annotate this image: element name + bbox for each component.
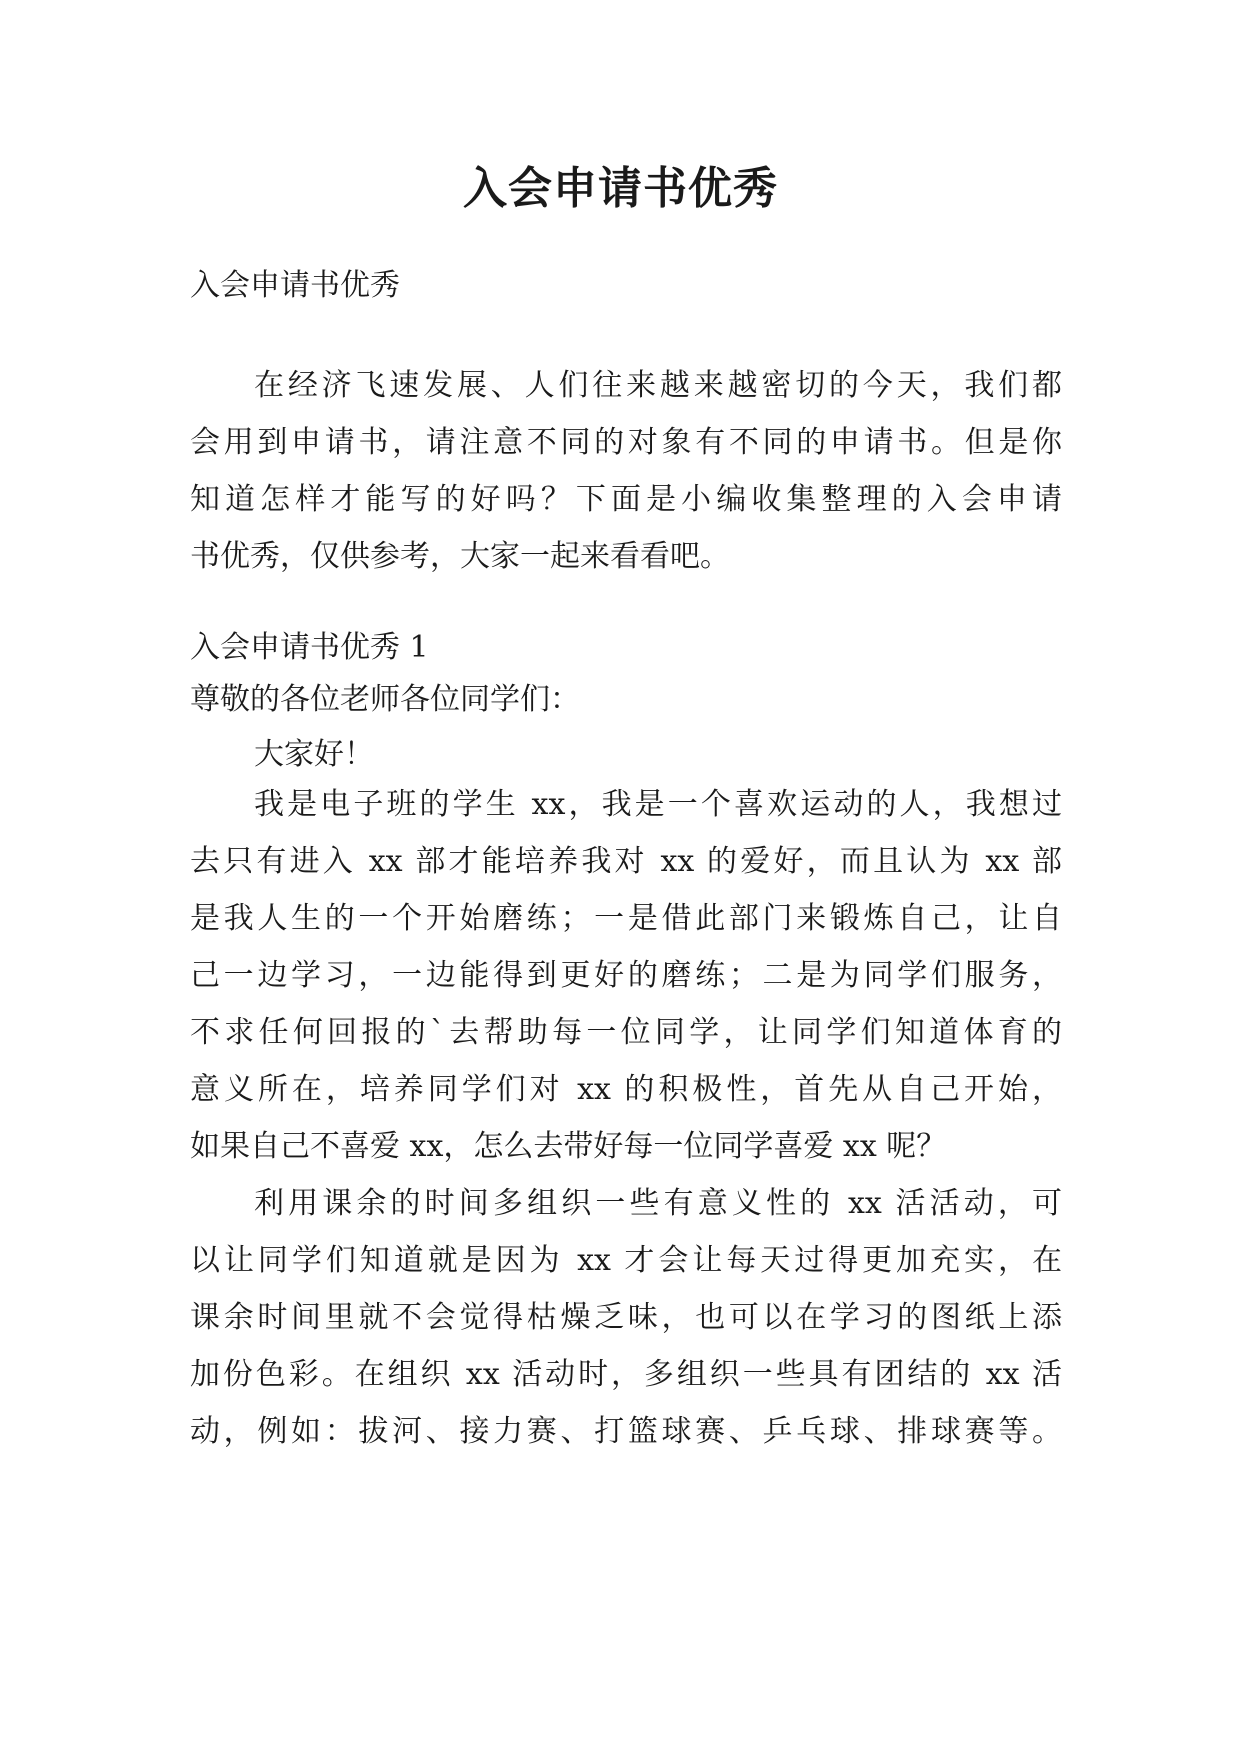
salutation: 尊敬的各位老师各位同学们： [190, 682, 580, 717]
paragraph-line: 己一边学习，一边能得到更好的磨练；二是为同学们服务， [190, 958, 1062, 993]
document-title: 入会申请书优秀 [463, 163, 778, 214]
intro-line: 会用到申请书，请注意不同的对象有不同的申请书。但是你 [190, 425, 1062, 460]
paragraph-line: 以让同学们知道就是因为 xx 才会让每天过得更加充实，在 [190, 1243, 1062, 1278]
intro-line: 知道怎样才能写的好吗？下面是小编收集整理的入会申请 [190, 482, 1062, 517]
greeting: 大家好！ [254, 737, 374, 772]
intro-line: 在经济飞速发展、人们往来越来越密切的今天，我们都 [254, 368, 1062, 403]
paragraph-line: 课余时间里就不会觉得枯燥乏味，也可以在学习的图纸上添 [190, 1300, 1062, 1335]
paragraph-line: 去只有进入 xx 部才能培养我对 xx 的爱好，而且认为 xx 部 [190, 844, 1062, 879]
paragraph-line: 是我人生的一个开始磨练；一是借此部门来锻炼自己，让自 [190, 901, 1062, 936]
intro-paragraph [190, 357, 1062, 585]
body-paragraph-1 [190, 776, 1062, 1175]
paragraph-line: 利用课余的时间多组织一些有意义性的 xx 活活动，可 [254, 1186, 1062, 1221]
document-subtitle: 入会申请书优秀 [190, 268, 400, 303]
paragraph-line: 加份色彩。在组织 xx 活动时，多组织一些具有团结的 xx 活 [190, 1357, 1062, 1392]
intro-line: 书优秀，仅供参考，大家一起来看看吧。 [190, 539, 730, 574]
section-heading: 入会申请书优秀 1 [190, 630, 429, 665]
paragraph-line: 动，例如：拔河、接力赛、打篮球赛、乒乓球、排球赛等。 [190, 1414, 1062, 1449]
paragraph-line: 如果自己不喜爱 xx，怎么去带好每一位同学喜爱 xx 呢？ [190, 1129, 947, 1164]
paragraph-line: 不求任何回报的`去帮助每一位同学，让同学们知道体育的 [190, 1015, 1062, 1050]
body-paragraph-2 [190, 1175, 1062, 1460]
paragraph-line: 我是电子班的学生 xx，我是一个喜欢运动的人，我想过 [254, 787, 1062, 822]
paragraph-line: 意义所在，培养同学们对 xx 的积极性，首先从自己开始， [190, 1072, 1062, 1107]
